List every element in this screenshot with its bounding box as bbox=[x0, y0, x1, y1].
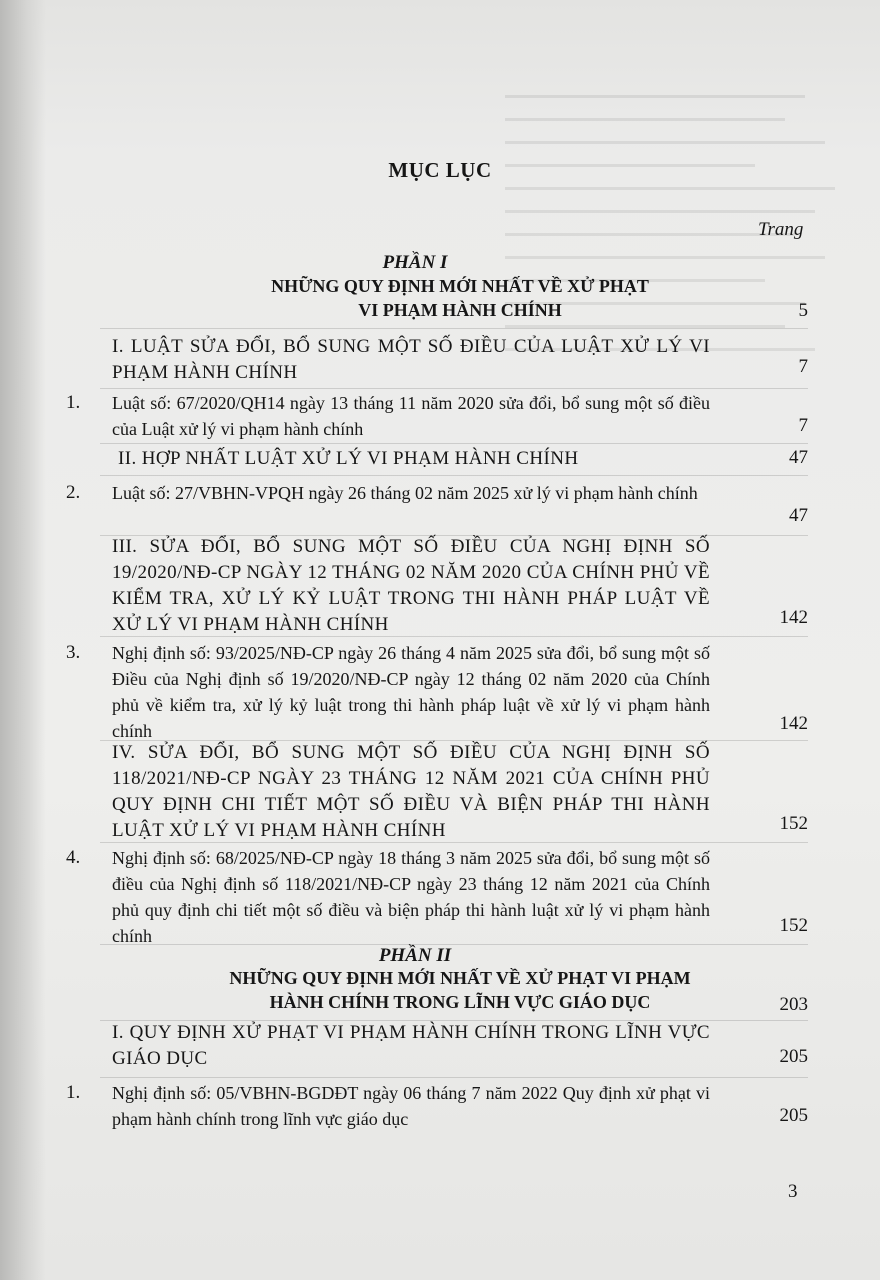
toc-section-2-page: 47 bbox=[789, 447, 808, 468]
toc-section-4-page: 152 bbox=[779, 813, 808, 834]
toc-item-1-page: 7 bbox=[798, 415, 808, 436]
toc-item-2-number: 2. bbox=[66, 482, 81, 503]
toc-item-4: Nghị định số: 68/2025/NĐ-CP ngày 18 tháng 3 năm 2025 sửa đổi, bổ sung một số điều của Nghị định số 118/2021/NĐ-CP ngày 23 tháng 12 năm 2021 của Chính phủ quy định chi tiết một số điều và biện pháp thi hành luật xử lý vi phạm hành chính bbox=[112, 848, 710, 946]
toc-section-2: II. HỢP NHẤT LUẬT XỬ LÝ VI PHẠM HÀNH CHÍNH bbox=[118, 448, 579, 469]
toc-item-2: Luật số: 27/VBHN-VPQH ngày 26 tháng 02 năm 2025 xử lý vi phạm hành chính bbox=[112, 483, 698, 503]
page-edge-shadow bbox=[0, 0, 46, 1280]
page-number: 3 bbox=[788, 1181, 798, 1202]
page-column-label: Trang bbox=[758, 219, 804, 240]
toc-section-3: III. SỬA ĐỔI, BỔ SUNG MỘT SỐ ĐIỀU CỦA NGHỊ ĐỊNH SỐ 19/2020/NĐ-CP NGÀY 12 THÁNG 02 NĂM 2020 CỦA CHÍNH PHỦ VỀ KIỂM TRA, XỬ LÝ KỶ LUẬT TRONG THI HÀNH PHÁP LUẬT VỀ XỬ LÝ VI PHẠM HÀNH CHÍNH bbox=[112, 536, 710, 635]
toc-section-1-page: 7 bbox=[798, 356, 808, 377]
toc-item-3-number: 3. bbox=[66, 642, 81, 663]
toc-section-5: I. QUY ĐỊNH XỬ PHẠT VI PHẠM HÀNH CHÍNH TRONG LĨNH VỰC GIÁO DỤC bbox=[112, 1022, 710, 1069]
toc-item-4-number: 4. bbox=[66, 847, 81, 868]
divider bbox=[100, 443, 808, 444]
toc-item-2-page: 47 bbox=[789, 505, 808, 526]
divider bbox=[100, 328, 808, 329]
part1-label: PHẦN I bbox=[382, 252, 448, 273]
toc-item-3-page: 142 bbox=[779, 713, 808, 734]
toc-item-5-number: 1. bbox=[66, 1082, 81, 1103]
toc-item-3: Nghị định số: 93/2025/NĐ-CP ngày 26 tháng 4 năm 2025 sửa đổi, bổ sung một số Điều của Nghị định số 19/2020/NĐ-CP ngày 12 tháng 02 năm 2020 của Chính phủ về kiểm tra, xử lý kỷ luật trong thi hành pháp luật về xử lý vi phạm hành chính bbox=[112, 643, 710, 741]
part2-label: PHẦN II bbox=[378, 945, 452, 966]
toc-item-1-number: 1. bbox=[66, 392, 81, 413]
divider bbox=[100, 1077, 808, 1078]
divider bbox=[100, 475, 808, 476]
part2-title-line2: HÀNH CHÍNH TRONG LĨNH VỰC GIÁO DỤC bbox=[269, 992, 651, 1012]
toc-item-5: Nghị định số: 05/VBHN-BGDĐT ngày 06 tháng 7 năm 2022 Quy định xử phạt vi phạm hành chính trong lĩnh vực giáo dục bbox=[112, 1083, 710, 1129]
part1-title-line1: NHỮNG QUY ĐỊNH MỚI NHẤT VỀ XỬ PHẠT bbox=[271, 276, 649, 296]
part2-page: 203 bbox=[779, 994, 808, 1015]
toc-section-1: I. LUẬT SỬA ĐỔI, BỔ SUNG MỘT SỐ ĐIỀU CỦA LUẬT XỬ LÝ VI PHẠM HÀNH CHÍNH bbox=[112, 336, 710, 383]
part2-title-line1: NHỮNG QUY ĐỊNH MỚI NHẤT VỀ XỬ PHẠT VI PHẠM bbox=[229, 968, 691, 988]
divider bbox=[100, 842, 808, 843]
part1-page: 5 bbox=[798, 300, 808, 321]
toc-section-5-page: 205 bbox=[779, 1046, 808, 1067]
part1-title-line2: VI PHẠM HÀNH CHÍNH bbox=[358, 300, 562, 320]
toc-item-1: Luật số: 67/2020/QH14 ngày 13 tháng 11 năm 2020 sửa đổi, bổ sung một số điều của Luật xử lý vi phạm hành chính bbox=[112, 393, 710, 439]
divider bbox=[100, 388, 808, 389]
divider bbox=[100, 636, 808, 637]
toc-item-4-page: 152 bbox=[779, 915, 808, 936]
toc-section-3-page: 142 bbox=[779, 607, 808, 628]
toc-section-4: IV. SỬA ĐỔI, BỔ SUNG MỘT SỐ ĐIỀU CỦA NGHỊ ĐỊNH SỐ 118/2021/NĐ-CP NGÀY 23 THÁNG 12 NĂM 2021 CỦA CHÍNH PHỦ QUY ĐỊNH CHI TIẾT MỘT SỐ ĐIỀU VÀ BIỆN PHÁP THI HÀNH LUẬT XỬ LÝ VI PHẠM HÀNH CHÍNH bbox=[112, 742, 710, 841]
toc-title: MỤC LỤC bbox=[388, 158, 492, 182]
toc-item-5-page: 205 bbox=[779, 1105, 808, 1126]
